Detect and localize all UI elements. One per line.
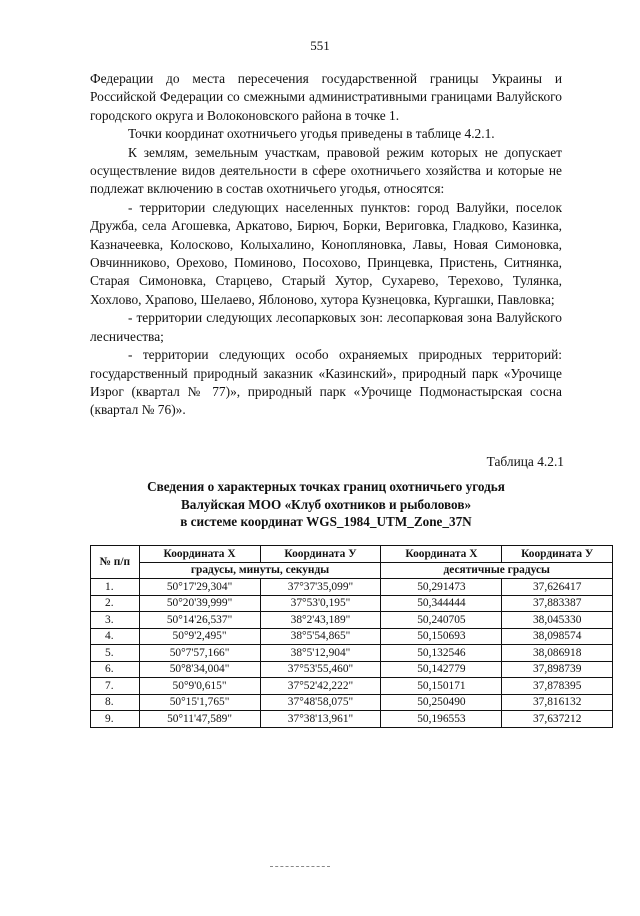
cell-y-dms: 37°48'58,075" (260, 694, 381, 711)
paragraph: Федерации до места пересечения государственной границы Украины и Российской Федерации со смежными административными границами Валуйского городского округа и Волоконовского района в точке 1. (90, 71, 562, 123)
table-row (91, 678, 613, 695)
table-title-line: в системе координат WGS_1984_UTM_Zone_37N (180, 514, 472, 529)
header-x-dms: Координата X (139, 546, 260, 563)
table-row (91, 645, 613, 662)
cell-y-dec: 38,086918 (502, 645, 613, 662)
cell-y-dms: 37°52'42,222" (260, 678, 381, 695)
subheader-dec: десятичные градусы (381, 562, 613, 579)
paragraph: - территории следующих населенных пунктов: город Валуйки, поселок Дружба, села Агошевка, Аркатово, Бирюч, Борки, Вериговка, Гладково, Казинка, Казначеевка, Колосково, Колыхалино, Конопляновка, Лавы, Новая Симоновка, Овчинниково, Орехово, Поминово, Посохово, Принцевка, Пристень, Ситнянка, Старая Симоновка, Старцево, Старый Хутор, Сухарево, Терехово, Тулянка, Хохлово, Храпово, Шелаево, Яблоново, хутора Кузнецовка, Кургашки, Павловка; (90, 199, 562, 307)
cell-x-dec: 50,240705 (381, 612, 502, 629)
cell-x-dec: 50,142779 (381, 661, 502, 678)
cell-x-dec: 50,344444 (381, 595, 502, 612)
cell-y-dec: 37,816132 (502, 694, 613, 711)
table-row (91, 711, 613, 728)
cell-x-dms: 50°15'1,765" (139, 694, 260, 711)
cell-y-dec: 37,898739 (502, 661, 613, 678)
table-title-line: Сведения о характерных точках границ охотничьего угодья (147, 479, 505, 494)
subheader-dms: градусы, минуты, секунды (139, 562, 381, 579)
cell-y-dec: 37,637212 (502, 711, 613, 728)
cell-num: 9. (91, 711, 140, 728)
document-body (90, 70, 562, 420)
cell-num: 3. (91, 612, 140, 629)
cell-x-dms: 50°20'39,999" (139, 595, 260, 612)
cell-y-dms: 38°5'54,865" (260, 628, 381, 645)
cell-num: 6. (91, 661, 140, 678)
cell-x-dec: 50,250490 (381, 694, 502, 711)
cell-x-dec: 50,196553 (381, 711, 502, 728)
cell-x-dms: 50°11'47,589" (139, 711, 260, 728)
cell-x-dec: 50,150171 (381, 678, 502, 695)
cell-num: 1. (91, 579, 140, 596)
page-number: 551 (310, 38, 330, 53)
table-title-line: Валуйская МОО «Клуб охотников и рыболовов» (180, 496, 472, 512)
scan-artifact (270, 866, 330, 868)
header-y-dms: Координата У (260, 546, 381, 563)
cell-x-dec: 50,132546 (381, 645, 502, 662)
table-row (91, 595, 613, 612)
paragraph: - территории следующих особо охраняемых природных территорий: государственный природный заказник «Казинский», природный парк «Урочище Изрог (квартал № 77)», природный парк «Урочище Подмонастырская сосна (квартал № 76)». (90, 347, 562, 418)
header-y-dec: Координата У (502, 546, 613, 563)
cell-y-dms: 37°38'13,961" (260, 711, 381, 728)
cell-y-dms: 37°53'55,460" (260, 661, 381, 678)
cell-x-dms: 50°17'29,304" (139, 579, 260, 596)
cell-y-dec: 38,045330 (502, 612, 613, 629)
cell-y-dms: 38°5'12,904" (260, 645, 381, 662)
paragraph: К землям, земельным участкам, правовой режим которых не допускает осуществление видов деятельности в сфере охотничьего хозяйства и которые не подлежат включению в состав охотничьего угодья, относятся: (90, 144, 562, 197)
cell-y-dec: 37,626417 (502, 579, 613, 596)
cell-num: 5. (91, 645, 140, 662)
cell-num: 7. (91, 678, 140, 695)
cell-x-dms: 50°9'0,615" (139, 678, 260, 695)
paragraph: Точки координат охотничьего угодья приведены в таблице 4.2.1. (128, 126, 495, 142)
cell-y-dec: 37,878395 (502, 678, 613, 695)
cell-x-dec: 50,291473 (381, 579, 502, 596)
cell-y-dms: 38°2'43,189" (260, 612, 381, 629)
cell-x-dms: 50°14'26,537" (139, 612, 260, 629)
header-num: № п/п (91, 546, 140, 579)
cell-y-dms: 37°37'35,099" (260, 579, 381, 596)
cell-y-dec: 37,883387 (502, 595, 613, 612)
table-row (91, 694, 613, 711)
cell-x-dms: 50°7'57,166" (139, 645, 260, 662)
paragraph: - территории следующих лесопарковых зон: лесопарковая зона Валуйского лесничества; (90, 310, 562, 344)
cell-x-dms: 50°8'34,004" (139, 661, 260, 678)
cell-num: 8. (91, 694, 140, 711)
table-row (91, 628, 613, 645)
header-x-dec: Координата X (381, 546, 502, 563)
table-title (90, 478, 562, 531)
cell-y-dec: 38,098574 (502, 628, 613, 645)
table-caption: Таблица 4.2.1 (486, 454, 564, 469)
table-row (91, 612, 613, 629)
coordinates-table (90, 545, 613, 728)
table-row (91, 661, 613, 678)
cell-y-dms: 37°53'0,195" (260, 595, 381, 612)
cell-x-dec: 50,150693 (381, 628, 502, 645)
table-row (91, 579, 613, 596)
cell-num: 2. (91, 595, 140, 612)
cell-x-dms: 50°9'2,495" (139, 628, 260, 645)
cell-num: 4. (91, 628, 140, 645)
